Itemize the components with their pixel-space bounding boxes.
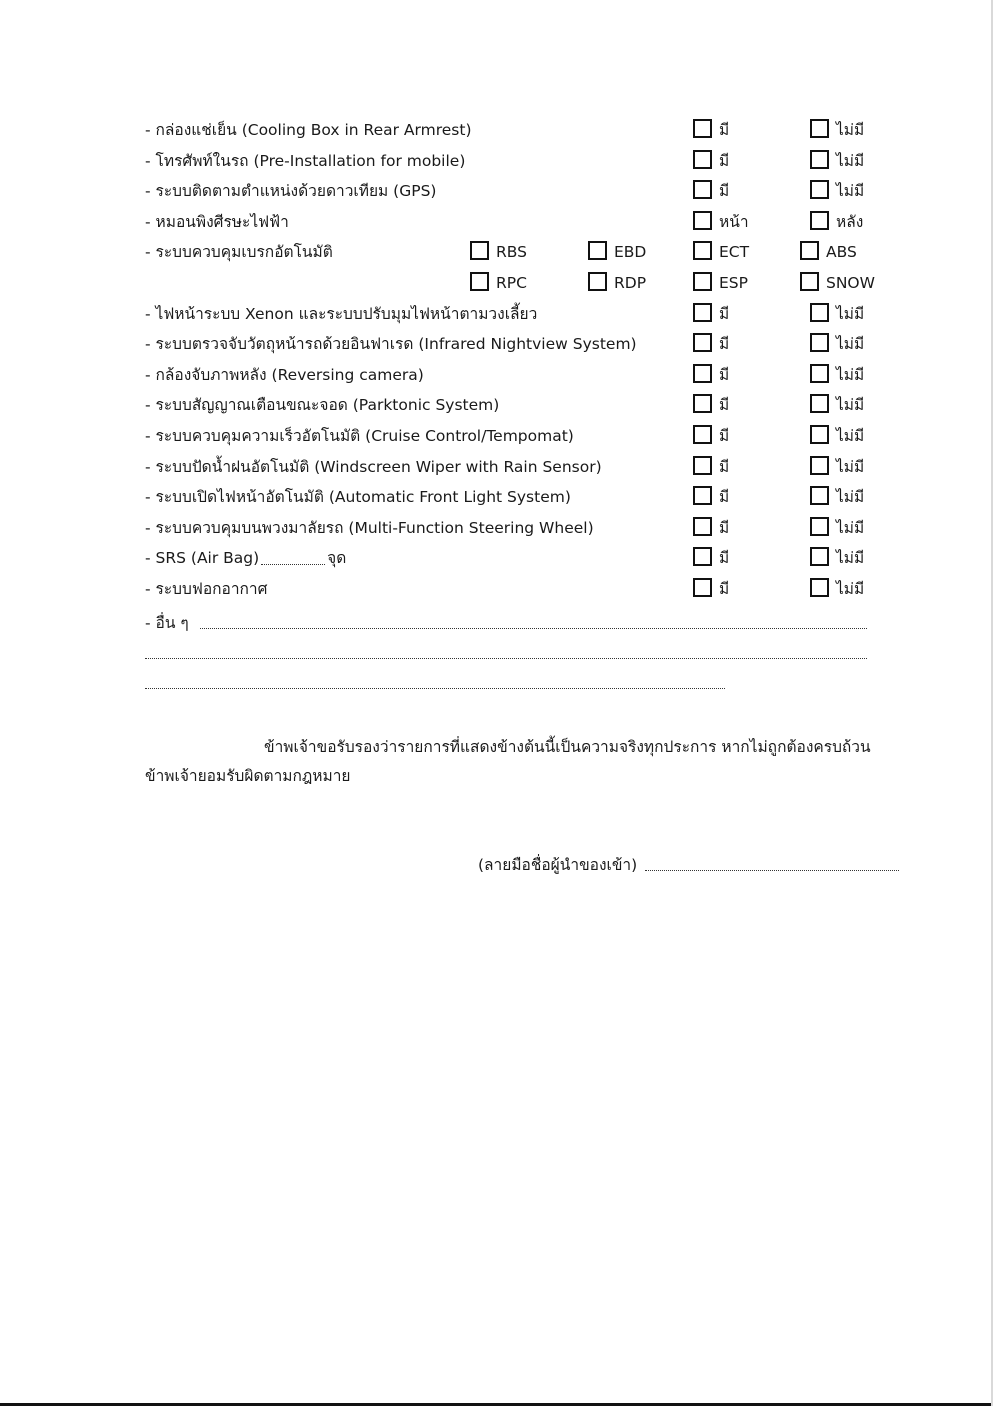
option-checkbox[interactable]: [810, 180, 864, 204]
option-checkbox[interactable]: [693, 364, 729, 388]
option-checkbox[interactable]: [810, 211, 863, 235]
checkbox-square-icon[interactable]: [470, 241, 489, 260]
option-checkbox[interactable]: [810, 486, 864, 510]
option-label: มี: [719, 518, 730, 537]
option-label: SNOW: [826, 274, 875, 292]
item-label-suffix: จุด: [327, 549, 347, 568]
checklist-row: [0, 544, 993, 574]
item-label: - กล่องแช่เย็น (Cooling Box in Rear Armrest): [145, 121, 472, 139]
option-checkbox[interactable]: [800, 241, 857, 265]
item-label: - ระบบปัดน้ำฝนอัตโนมัติ (Windscreen Wiper with Rain Sensor): [145, 457, 602, 476]
option-label: หน้า: [719, 212, 749, 231]
signature-line[interactable]: [645, 870, 899, 871]
checkbox-square-icon[interactable]: [693, 119, 712, 138]
checkbox-square-icon[interactable]: [810, 578, 829, 597]
item-label: [145, 548, 346, 568]
item-label: - ระบบตรวจจับวัตถุหน้ารถด้วยอินฟาเรด (Infrared Nightview System): [145, 335, 637, 354]
item-label: - ระบบเปิดไฟหน้าอัตโนมัติ (Automatic Front Light System): [145, 488, 571, 507]
checklist-row: [0, 208, 993, 238]
checkbox-square-icon[interactable]: [693, 272, 712, 291]
checkbox-square-icon[interactable]: [810, 425, 829, 444]
checkbox-square-icon[interactable]: [693, 425, 712, 444]
option-checkbox[interactable]: [693, 333, 729, 357]
option-label: ไม่มี: [836, 304, 865, 323]
option-checkbox[interactable]: [588, 241, 646, 265]
checklist-row: [0, 147, 993, 177]
option-label: RPC: [496, 274, 527, 292]
checklist-row: [0, 575, 993, 605]
checkbox-square-icon[interactable]: [810, 150, 829, 169]
item-label: - ระบบสัญญาณเตือนขณะจอด (Parktonic System): [145, 396, 500, 415]
checkbox-square-icon[interactable]: [810, 517, 829, 536]
option-label: ไม่มี: [836, 396, 865, 415]
airbag-count-field[interactable]: [261, 564, 325, 565]
option-checkbox[interactable]: [470, 241, 527, 265]
option-label: มี: [719, 182, 730, 201]
option-label: ไม่มี: [836, 427, 865, 445]
option-label: RBS: [496, 243, 527, 262]
checkbox-square-icon[interactable]: [470, 272, 489, 291]
option-label: ไม่มี: [836, 121, 865, 139]
option-checkbox[interactable]: [693, 456, 729, 480]
option-checkbox[interactable]: [810, 394, 864, 418]
item-label-prefix: - SRS (Air Bag): [145, 549, 260, 568]
option-checkbox[interactable]: [693, 180, 729, 204]
option-checkbox[interactable]: [810, 303, 864, 327]
declaration-line-2: ข้าพเจ้ายอมรับผิดตามกฎหมาย: [145, 767, 351, 785]
option-label: มี: [719, 121, 730, 139]
checklist-row: [0, 514, 993, 544]
option-label: ECT: [719, 243, 750, 262]
option-label: มี: [719, 488, 730, 507]
checkbox-square-icon[interactable]: [810, 547, 829, 566]
option-checkbox[interactable]: [470, 272, 527, 296]
declaration-line-1: ข้าพเจ้าขอรับรองว่ารายการที่แสดงข้างต้นนี้เป็นความจริงทุกประการ หากไม่ถูกต้องครบถ้วน: [264, 738, 871, 756]
checkbox-square-icon[interactable]: [588, 241, 607, 260]
checklist-row: [0, 238, 993, 268]
checklist-row: [0, 116, 993, 146]
item-label: - ระบบควบคุมบนพวงมาลัยรถ (Multi-Function Steering Wheel): [145, 518, 594, 537]
item-label: - กล้องจับภาพหลัง (Reversing camera): [145, 365, 424, 384]
checklist-row: [0, 177, 993, 207]
item-label: - ไฟหน้าระบบ Xenon และระบบปรับมุมไฟหน้าตามวงเลี้ยว: [145, 304, 538, 323]
option-label: ไม่มี: [836, 580, 865, 598]
option-checkbox[interactable]: [800, 272, 875, 296]
option-label: มี: [719, 335, 730, 354]
option-checkbox[interactable]: [693, 425, 729, 449]
checkbox-square-icon[interactable]: [810, 486, 829, 505]
checkbox-square-icon[interactable]: [693, 486, 712, 505]
checkbox-square-icon[interactable]: [693, 241, 712, 260]
option-checkbox[interactable]: [810, 119, 864, 143]
option-label: ABS: [826, 243, 857, 262]
option-label: ไม่มี: [836, 488, 865, 507]
signature-label: (ลายมือชื่อผู้นำของเข้า): [478, 856, 638, 874]
option-checkbox[interactable]: [693, 211, 749, 235]
checkbox-square-icon[interactable]: [693, 211, 712, 230]
option-checkbox[interactable]: [693, 486, 729, 510]
option-label: มี: [719, 396, 730, 415]
checklist-row: [0, 330, 993, 360]
checkbox-square-icon[interactable]: [693, 578, 712, 597]
option-checkbox[interactable]: [810, 578, 864, 602]
other-label: - อื่น ๆ: [145, 614, 189, 632]
checkbox-square-icon[interactable]: [693, 517, 712, 536]
option-label: ไม่มี: [836, 518, 865, 537]
checkbox-square-icon[interactable]: [810, 211, 829, 230]
option-label: มี: [719, 549, 730, 568]
option-checkbox[interactable]: [693, 241, 749, 265]
checkbox-square-icon[interactable]: [693, 364, 712, 383]
option-label: มี: [719, 457, 730, 476]
option-checkbox[interactable]: [810, 456, 864, 480]
item-label: - ระบบควบคุมความเร็วอัตโนมัติ (Cruise Control/Tempomat): [145, 427, 574, 445]
item-label: - ระบบควบคุมเบรกอัตโนมัติ: [145, 243, 333, 262]
option-label: มี: [719, 365, 730, 384]
checkbox-square-icon[interactable]: [810, 456, 829, 475]
option-checkbox[interactable]: [810, 425, 864, 449]
option-checkbox[interactable]: [693, 394, 729, 418]
checklist-row: [0, 483, 993, 513]
item-label: - ระบบติดตามตำแหน่งด้วยดาวเทียม (GPS): [145, 182, 437, 201]
checklist-row: [0, 269, 993, 299]
option-checkbox[interactable]: [693, 578, 729, 602]
option-checkbox[interactable]: [588, 272, 646, 296]
checklist-row: [0, 361, 993, 391]
option-label: มี: [719, 580, 730, 598]
checkbox-square-icon[interactable]: [810, 303, 829, 322]
checkbox-square-icon[interactable]: [693, 333, 712, 352]
checkbox-square-icon[interactable]: [810, 180, 829, 199]
option-checkbox[interactable]: [810, 547, 864, 571]
option-checkbox[interactable]: [693, 517, 729, 541]
option-checkbox[interactable]: [693, 150, 729, 174]
option-label: มี: [719, 151, 730, 170]
other-line-2[interactable]: [145, 658, 867, 659]
checkbox-square-icon[interactable]: [693, 180, 712, 199]
checkbox-square-icon[interactable]: [810, 394, 829, 413]
checkbox-square-icon[interactable]: [810, 364, 829, 383]
checkbox-square-icon[interactable]: [588, 272, 607, 291]
option-checkbox[interactable]: [810, 364, 864, 388]
option-label: มี: [719, 427, 730, 445]
checklist-row: [0, 422, 993, 452]
option-checkbox[interactable]: [693, 119, 729, 143]
option-label: ESP: [719, 274, 748, 292]
checklist-row: [0, 300, 993, 330]
option-checkbox[interactable]: [810, 150, 864, 174]
option-checkbox[interactable]: [693, 272, 748, 296]
option-label: ไม่มี: [836, 549, 865, 568]
option-label: ไม่มี: [836, 335, 865, 354]
option-label: มี: [719, 304, 730, 323]
checkbox-square-icon[interactable]: [810, 119, 829, 138]
option-checkbox[interactable]: [810, 517, 864, 541]
checkbox-square-icon[interactable]: [693, 394, 712, 413]
other-line-1[interactable]: [200, 628, 867, 629]
checklist-row: [0, 391, 993, 421]
checkbox-square-icon[interactable]: [800, 241, 819, 260]
option-label: ไม่มี: [836, 151, 865, 170]
checkbox-square-icon[interactable]: [693, 547, 712, 566]
option-label: ไม่มี: [836, 457, 865, 476]
option-label: EBD: [614, 243, 647, 262]
option-label: หลัง: [836, 212, 864, 231]
option-label: ไม่มี: [836, 182, 865, 201]
checkbox-square-icon[interactable]: [693, 303, 712, 322]
item-label: - โทรศัพท์ในรถ (Pre-Installation for mobile): [145, 151, 466, 170]
option-label: RDP: [614, 274, 647, 292]
item-label: - หมอนพิงศีรษะไฟฟ้า: [145, 212, 289, 231]
checkbox-square-icon[interactable]: [693, 150, 712, 169]
option-checkbox[interactable]: [810, 333, 864, 357]
option-checkbox[interactable]: [693, 303, 729, 327]
checklist-row: [0, 453, 993, 483]
checkbox-square-icon[interactable]: [800, 272, 819, 291]
checkbox-square-icon[interactable]: [693, 456, 712, 475]
other-line-3[interactable]: [145, 688, 725, 689]
item-label: - ระบบฟอกอากาศ: [145, 580, 268, 598]
checkbox-square-icon[interactable]: [810, 333, 829, 352]
option-label: ไม่มี: [836, 365, 865, 384]
option-checkbox[interactable]: [693, 547, 729, 571]
